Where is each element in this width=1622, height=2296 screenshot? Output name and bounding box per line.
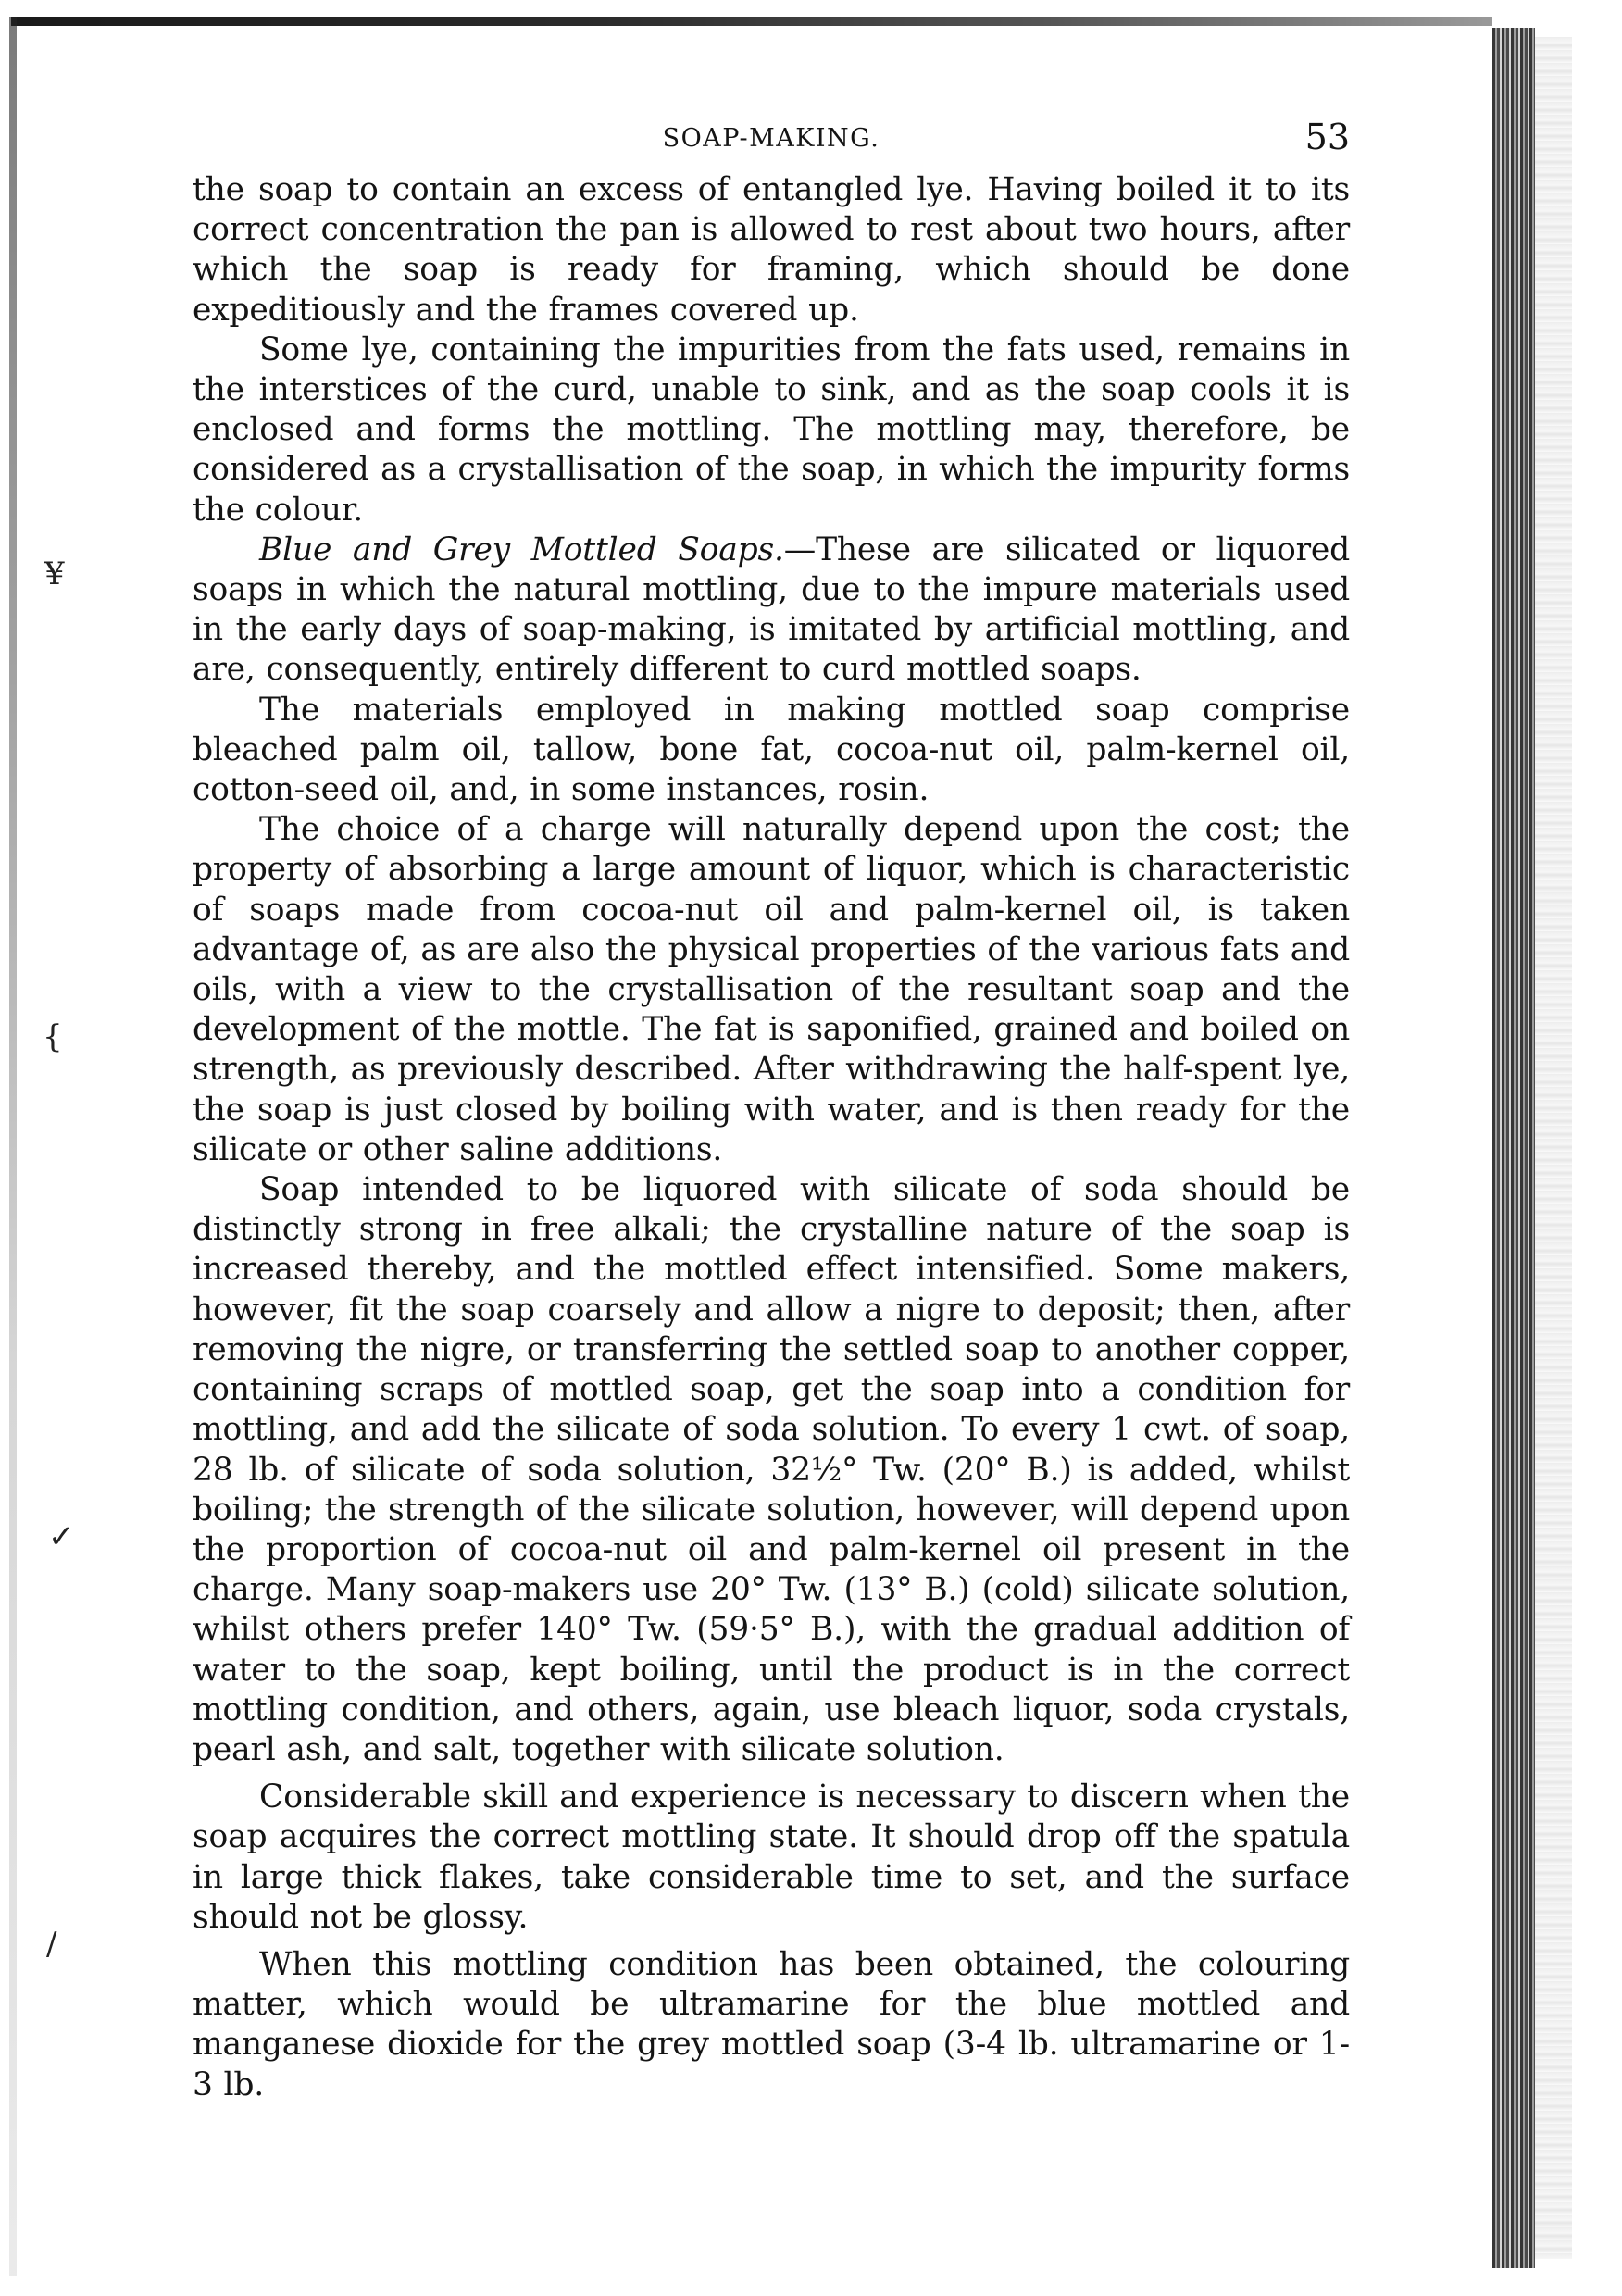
margin-pencil-mark: ✓ [48,1518,75,1555]
paragraph: The materials employed in making mottled soap comprise bleached palm oil, tallow, bone fat, cocoa-nut oil, palm-kernel oil, cotton-seed oil, and, in some instances, rosin. [193,691,1350,809]
body-text [193,170,1350,2105]
page-number: 53 [1304,117,1350,157]
paragraph-section [193,530,1350,691]
running-title: SOAP-MAKING. [662,124,880,153]
section-heading: Blue and Grey Mottled Soaps. [259,530,784,568]
scan-left-edge [9,17,17,2276]
scan-top-edge [11,17,1492,26]
book-page [193,111,1350,2105]
margin-pencil-mark: / [46,1926,57,1963]
page-edge-texture [1535,37,1572,2259]
section-text: —These are silicated or liquored soaps in which the natural mottling, due to the impure materials used in the early days of soap-making, is imitated by artificial mottling, and are, consequently, entirely different to curd mottled soaps. [193,530,1350,689]
paragraph: Soap intended to be liquored with silicate of soda should be distinctly strong in free alkali; the crystalline nature of the soap is increased thereby, and the mottled effect intensified. Some makers, however, fit the soap coarsely and allow a nigre to deposit; then, after removing the nigre, or transferring the settled soap to another copper, containing scraps of mottled soap, get the soap into a condition for mottling, and add the silicate of soda solution. To every 1 cwt. of soap, 28 lb. of silicate of soda solution, 32½° Tw. (20° B.) is added, whilst boiling; the strength of the silicate solution, however, will depend upon the proportion of cocoa-nut oil and palm-kernel oil present in the charge. Many soap-makers use 20° Tw. (13° B.) (cold) silicate solution, whilst others prefer 140° Tw. (59·5° B.), with the gradual addition of water to the soap, kept boiling, until the product is in the correct mottling condition, and others, again, use bleach liquor, soda crystals, pearl ash, and salt, together with silicate solution. [193,1171,1350,1768]
running-head [193,111,1350,170]
book-spine-shadow [1492,28,1535,2268]
paragraph: Considerable skill and experience is necessary to discern when the soap acquires the correct mottling state. It should drop off the spatula in large thick flakes, take considerable time to set, and the surface should not be glossy. [193,1778,1350,1936]
paragraph: The choice of a charge will naturally depend upon the cost; the property of absorbing a large amount of liquor, which is characteristic of soaps made from cocoa-nut oil and palm-kernel oil, is taken advantage of, as are also the physical properties of the various fats and oils, with a view to the crystallisation of the resultant soap and the development of the mottle. The fat is saponified, grained and boiled on strength, as previously described. After withdrawing the half-spent lye, the soap is just closed by boiling with water, and is then ready for the silicate or other saline additions. [193,811,1350,1168]
paragraph-continuation: the soap to contain an excess of entangled lye. Having boiled it to its correct concentration the pan is allowed to rest about two hours, after which the soap is ready for framing, which should be done expeditiously and the frames covered up. [193,171,1350,329]
margin-pencil-mark: ¥ [44,555,65,593]
margin-pencil-mark: { [43,1018,63,1055]
paragraph: When this mottling condition has been obtained, the colouring matter, which would be ultramarine for the blue mottled and manganese dioxide for the grey mottled soap (3-4 lb. ultramarine or 1-3 lb. [193,1945,1350,2103]
paragraph: Some lye, containing the impurities from the fats used, remains in the interstices of the curd, unable to sink, and as the soap cools it is enclosed and forms the mottling. The mottling may, therefore, be considered as a crystallisation of the soap, in which the impurity forms the colour. [193,331,1350,529]
